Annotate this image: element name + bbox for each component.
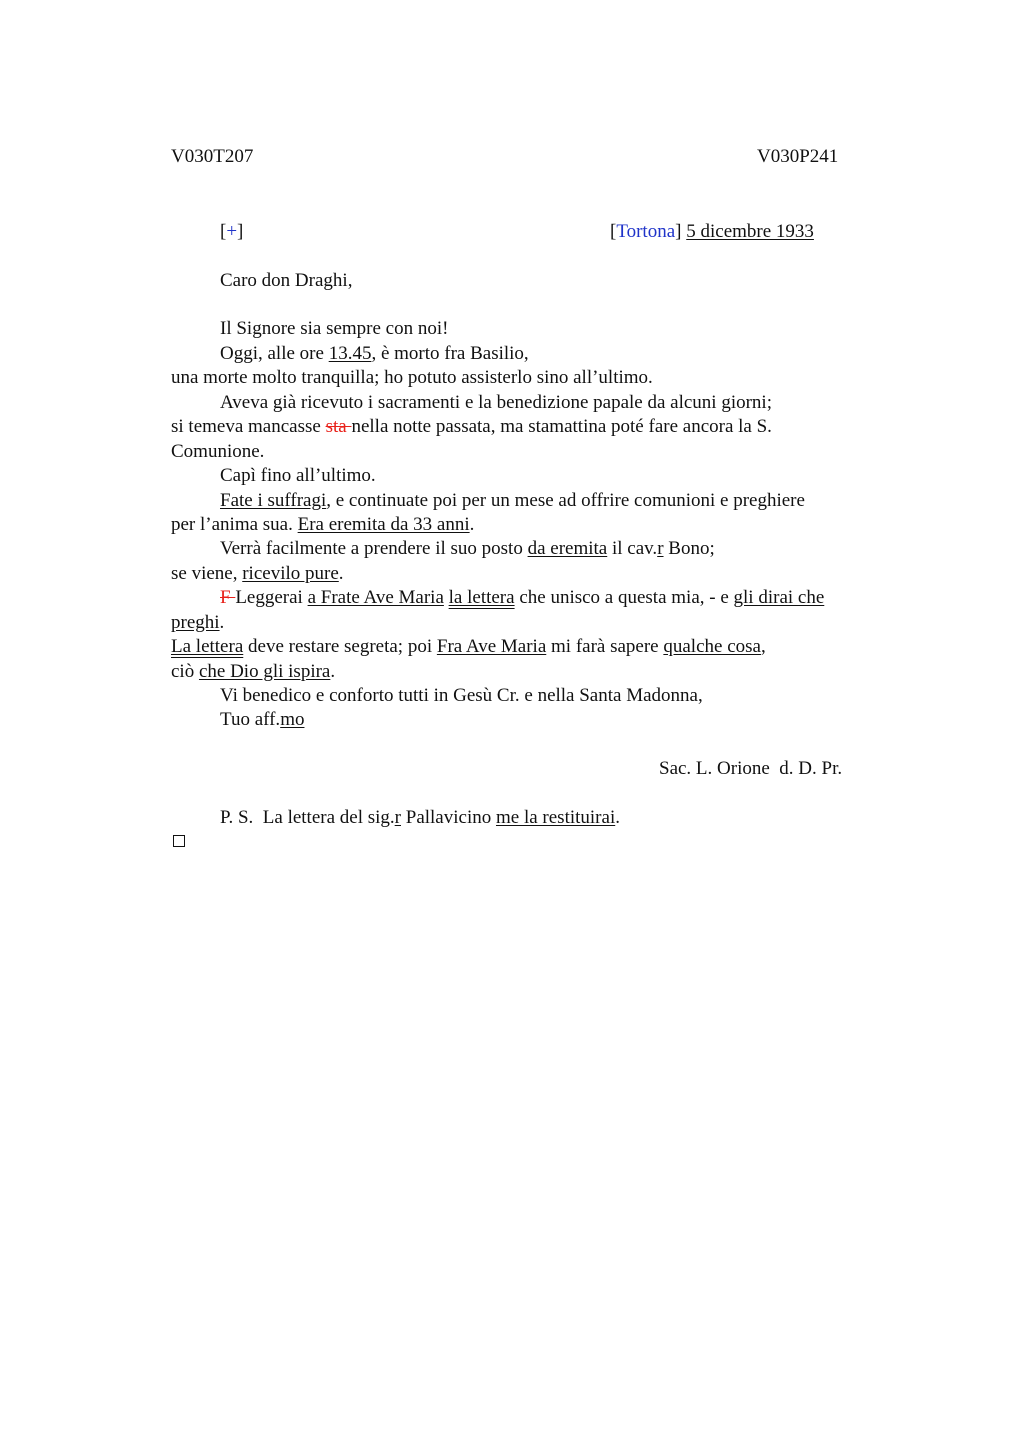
body-line: se viene, ricevilo pure. [171,563,344,584]
body-line: si temeva mancasse sta nella notte passata, ma stamattina poté fare ancora la S. [171,416,772,437]
heading-cross: [+] [220,221,244,242]
place-name: Tortona [616,221,676,242]
document-ref-left: V030T207 [171,146,254,167]
body-line: Vi benedico e conforto tutti in Gesù Cr. e nella Santa Madonna, [220,685,703,706]
heading-place-date: [Tortona] 5 dicembre 1933 [610,221,814,242]
body-line: Verrà facilmente a prendere il suo posto da eremita il cav.r Bono; [220,538,715,559]
body-line: Il Signore sia sempre con noi! [220,318,449,339]
letter-date: 5 dicembre 1933 [686,221,814,242]
cross-mark: + [226,221,238,242]
body-line: per l’anima sua. Era eremita da 33 anni. [171,514,475,535]
body-line: Fate i suffragi, e continuate poi per un mese ad offrire comunioni e preghiere [220,490,805,511]
body-line: F Leggerai a Frate Ave Maria la lettera che unisco a questa mia, - e gli dirai che [220,587,825,608]
deleted-text: F [220,587,236,608]
body-line: Oggi, alle ore 13.45, è morto fra Basilio, [220,343,529,364]
postscript: P. S. La lettera del sig.r Pallavicino me la restituirai. [220,807,620,828]
end-marker-box-icon [173,835,185,847]
deleted-text: sta [325,416,352,437]
body-line: ciò che Dio gli ispira. [171,661,336,682]
closing: Tuo aff.mo [220,709,305,730]
body-line: una morte molto tranquilla; ho potuto assisterlo sino all’ultimo. [171,367,653,388]
signature: Sac. L. Orione d. D. Pr. [659,758,843,779]
body-line: Capì fino all’ultimo. [220,465,376,486]
document-ref-right: V030P241 [757,146,839,167]
body-line: Aveva già ricevuto i sacramenti e la benedizione papale da alcuni giorni; [220,392,772,413]
body-line: La lettera deve restare segreta; poi Fra Ave Maria mi farà sapere qualche cosa, [171,636,766,657]
body-line: Comunione. [171,441,265,462]
body-line: preghi. [171,612,225,633]
greeting: Caro don Draghi, [220,270,353,291]
